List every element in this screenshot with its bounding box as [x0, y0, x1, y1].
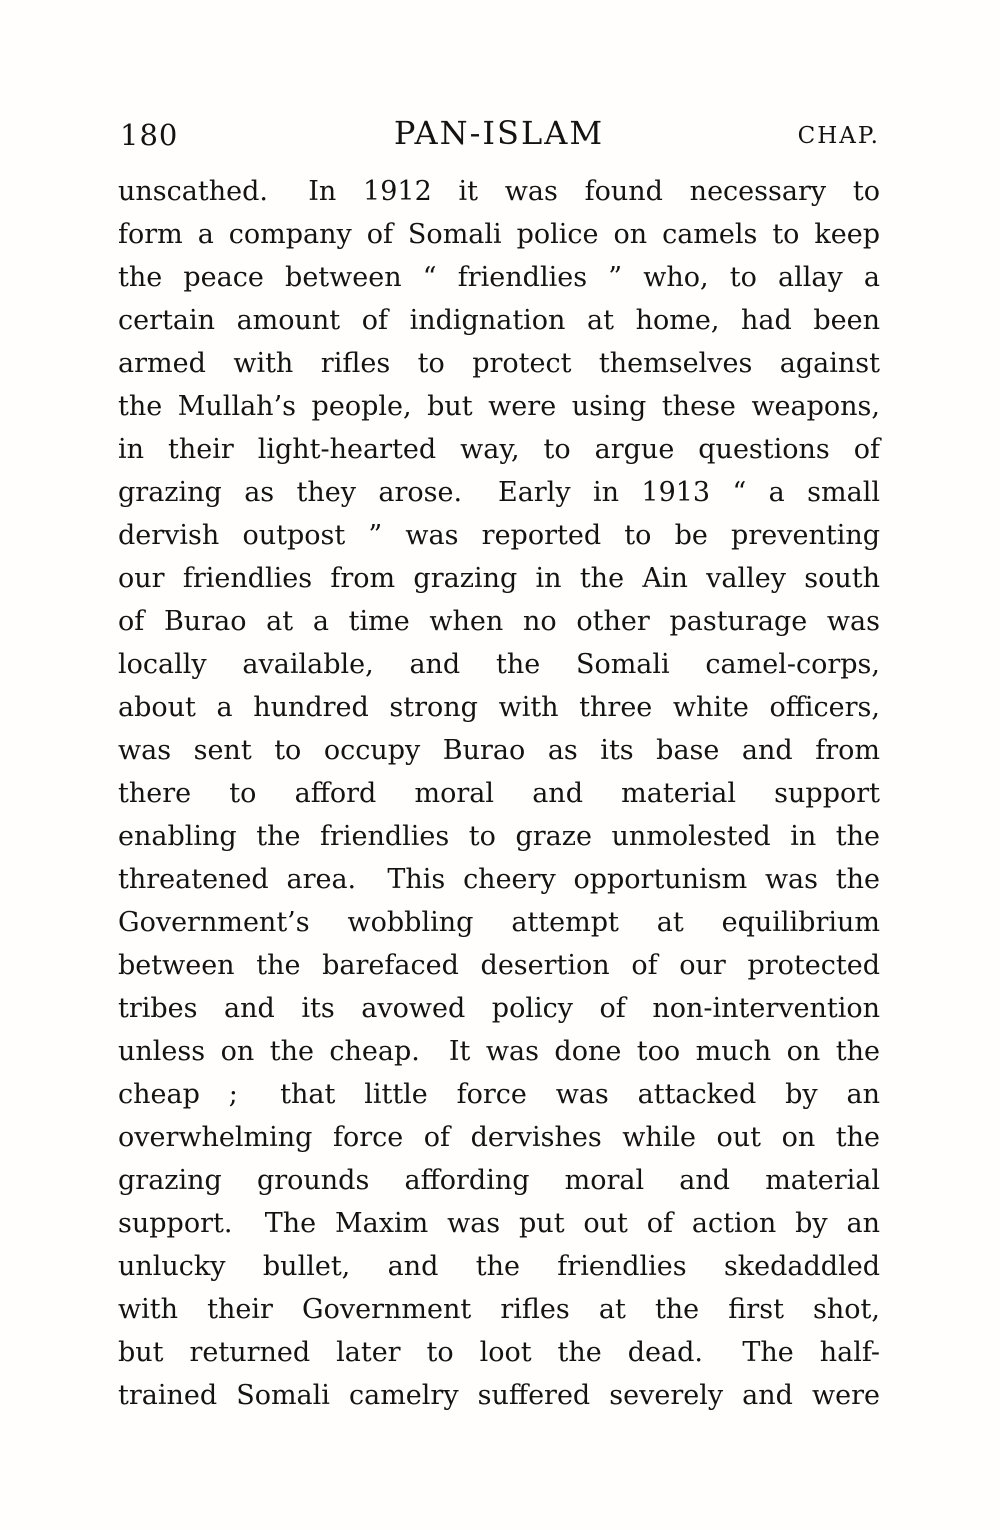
body-text-line: grazing as they arose. Early in 1913 “ a small [118, 477, 880, 508]
body-text-line: the Mullah’s people, but were using these weapons, [118, 391, 880, 422]
body-text-line: our friendlies from grazing in the Ain valley south [118, 563, 880, 594]
body-text-line: certain amount of indignation at home, had been [118, 305, 880, 336]
running-header [118, 114, 880, 154]
body-text-line: trained Somali camelry suffered severely and were [118, 1380, 880, 1411]
page-number: 180 [120, 118, 179, 152]
body-text-line: the peace between “ friendlies ” who, to allay a [118, 262, 880, 293]
body-text-line: dervish outpost ” was reported to be preventing [118, 520, 880, 551]
body-text-line: form a company of Somali police on camels to keep [118, 219, 880, 250]
body-text-line: overwhelming force of dervishes while out on the [118, 1122, 880, 1153]
chapter-marker: CHAP. [797, 123, 880, 149]
body-text-line: support. The Maxim was put out of action by an [118, 1208, 880, 1239]
body-text-line: locally available, and the Somali camel-corps, [118, 649, 880, 680]
body-text-line: of Burao at a time when no other pasturage was [118, 606, 880, 637]
body-text [118, 170, 880, 1417]
page-title: PAN-ISLAM [393, 114, 605, 152]
body-text-line: armed with rifles to protect themselves against [118, 348, 880, 379]
body-text-line: enabling the friendlies to graze unmolested in the [118, 821, 880, 852]
body-text-line: threatened area. This cheery opportunism was the [118, 864, 880, 895]
body-text-line: cheap ; that little force was attacked by an [118, 1079, 880, 1110]
body-text-line: between the barefaced desertion of our protected [118, 950, 880, 981]
body-text-line: tribes and its avowed policy of non-intervention [118, 993, 880, 1024]
body-text-line: with their Government rifles at the first shot, [118, 1294, 880, 1325]
body-text-line: grazing grounds affording moral and material [118, 1165, 880, 1196]
body-text-line: in their light-hearted way, to argue questions of [118, 434, 880, 465]
body-text-line: unscathed. In 1912 it was found necessary to [118, 176, 880, 207]
body-text-line: unless on the cheap. It was done too much on the [118, 1036, 880, 1067]
body-text-line: unlucky bullet, and the friendlies skedaddled [118, 1251, 880, 1282]
body-text-line: there to afford moral and material support [118, 778, 880, 809]
body-text-line: was sent to occupy Burao as its base and from [118, 735, 880, 766]
body-text-line: about a hundred strong with three white officers, [118, 692, 880, 723]
body-text-line: Government’s wobbling attempt at equilibrium [118, 907, 880, 938]
body-text-line: but returned later to loot the dead. The half- [118, 1337, 880, 1368]
